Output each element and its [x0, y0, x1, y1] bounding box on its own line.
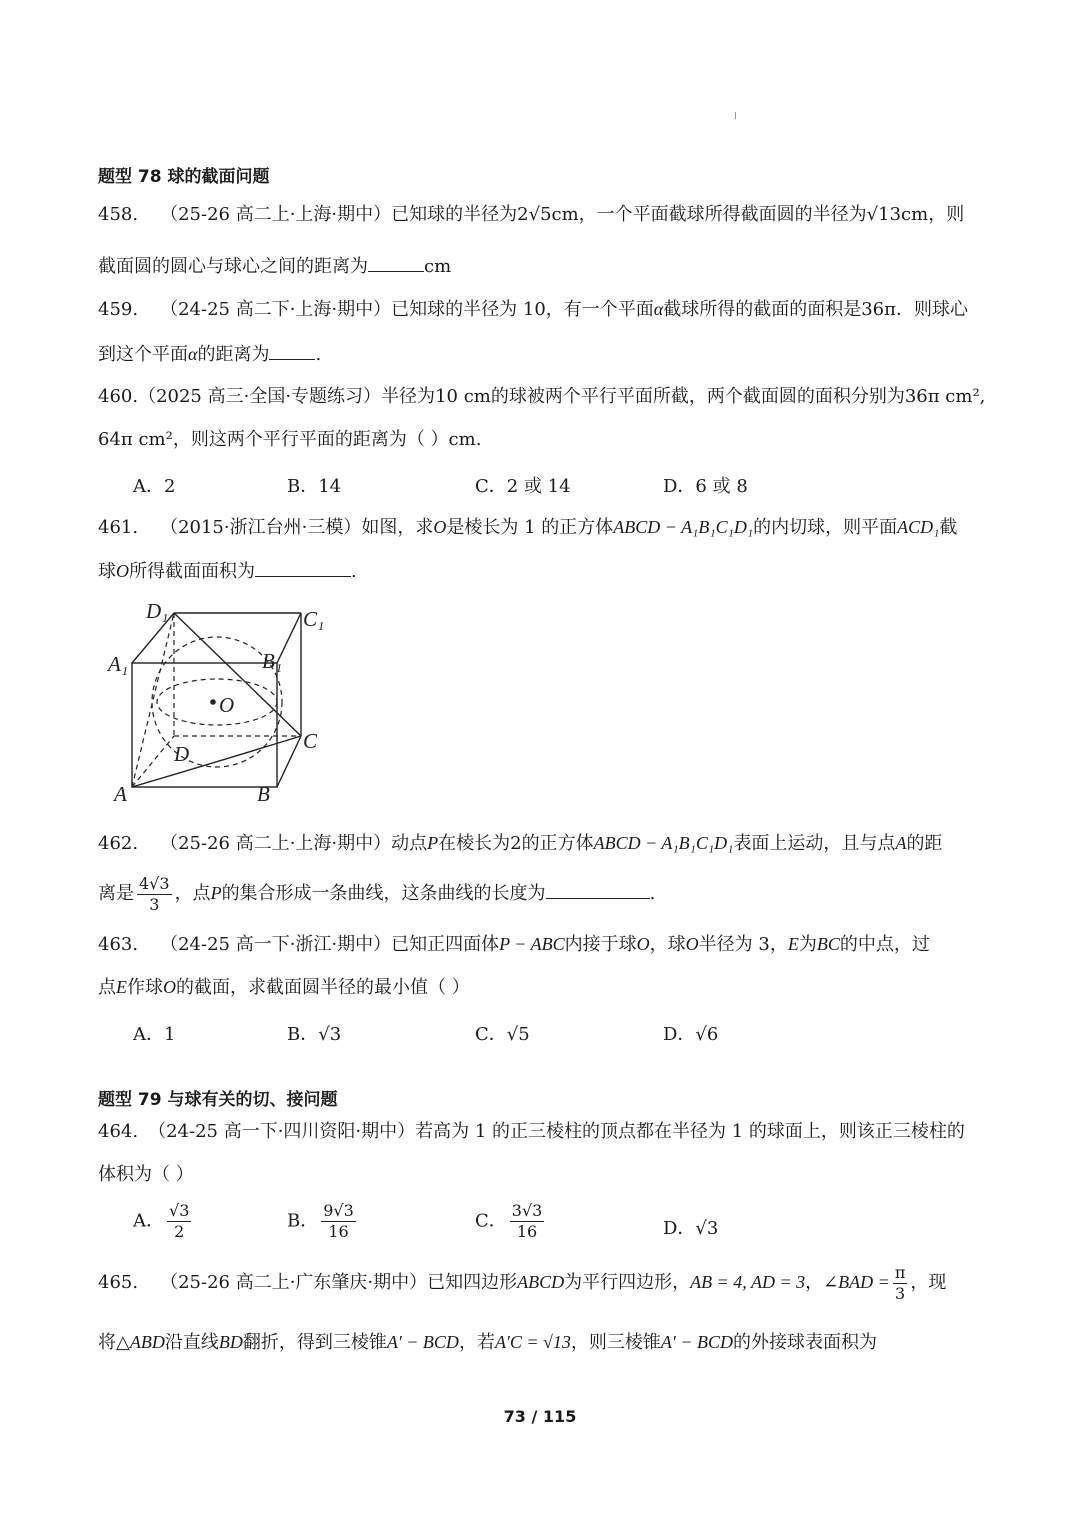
- question-465-line2: 将△ABD沿直线BD翻折，得到三棱锥A′ − BCD，若A′C = √13，则三棱锥A′ − BCD的外接球表面积为: [98, 1332, 877, 1353]
- question-459-line1: 459. （24-25 高二下·上海·期中）已知球的半径为 10，有一个平面α截球所得的截面的面积是36π．则球心: [98, 299, 968, 320]
- question-464-line2: 体积为（ ）: [98, 1164, 194, 1185]
- q460-option-a[interactable]: A．2: [133, 476, 176, 497]
- q460-option-b[interactable]: B．14: [287, 476, 342, 497]
- label-a: A: [114, 782, 127, 806]
- question-463-line2: 点E作球O的截面，求截面圆半径的最小值（ ）: [98, 977, 470, 998]
- q464-option-b[interactable]: B． $\frac{9√3}{16}$: [287, 1201, 354, 1241]
- answer-blank[interactable]: [546, 880, 650, 899]
- label-b1: B₁: [262, 649, 283, 673]
- label-b: B: [257, 782, 270, 806]
- page-number: 73 / 115: [503, 1407, 577, 1426]
- label-d1: D₁: [146, 599, 169, 623]
- label-a1: A₁: [108, 652, 129, 676]
- q464-option-c[interactable]: C． $\frac{3√3}{16}$: [475, 1201, 543, 1241]
- question-459-line2: 到这个平面α的距离为 .: [98, 341, 321, 367]
- label-c1: C₁: [303, 607, 325, 631]
- q463-option-c[interactable]: C．√5: [475, 1024, 530, 1045]
- cube-front-face: [132, 663, 277, 787]
- answer-blank[interactable]: [368, 253, 424, 272]
- label-c: C: [303, 729, 318, 753]
- q464-option-d[interactable]: D．√3: [663, 1218, 719, 1239]
- question-463-line1: 463. （24-25 高一下·浙江·期中）已知正四面体P − ABC内接于球O，球O半径为 3，E为BC的中点，过: [98, 934, 930, 955]
- q460-option-d[interactable]: D．6 或 8: [663, 476, 748, 497]
- question-458-line1: 458. （25-26 高二上·上海·期中）已知球的半径为2√5cm，一个平面截球所得截面圆的半径为√13cm，则: [98, 204, 965, 225]
- question-461-line1: 461. （2015·浙江台州·三模）如图，求O是棱长为 1 的正方体ABCD − A₁B₁C₁D₁的内切球，则平面ACD₁截: [98, 517, 958, 538]
- label-d: D: [174, 742, 190, 766]
- question-461-line2: 球O所得截面面积为 .: [98, 558, 357, 584]
- q463-option-b[interactable]: B．√3: [287, 1024, 342, 1045]
- q463-option-d[interactable]: D．√6: [663, 1024, 719, 1045]
- question-460-line2: 64π cm²，则这两个平行平面的距离为（ ）cm.: [98, 429, 482, 450]
- sphere-center-dot: [210, 699, 216, 705]
- section-title-79: 题型 79 与球有关的切、接问题: [98, 1090, 338, 1110]
- cube-sphere-figure: [100, 596, 340, 808]
- label-o: O: [219, 693, 235, 717]
- q460-option-c[interactable]: C．2 或 14: [475, 476, 571, 497]
- answer-blank[interactable]: [255, 558, 351, 577]
- question-462-line1: 462. （25-26 高二上·上海·期中）动点P在棱长为2的正方体ABCD − A₁B₁C₁D₁表面上运动，且与点A的距: [98, 833, 943, 854]
- fraction: $\frac{4√3}{3}$: [139, 873, 170, 914]
- section-title-78: 题型 78 球的截面问题: [98, 167, 270, 187]
- q463-option-a[interactable]: A．1: [133, 1024, 176, 1045]
- question-460-line1: 460.（2025 高三·全国·专题练习）半径为10 cm的球被两个平行平面所截，两个截面圆的面积分别为36π cm²,: [98, 386, 986, 407]
- question-464-line1: 464. （24-25 高一下·四川资阳·期中）若高为 1 的正三棱柱的顶点都在半径为 1 的球面上，则该正三棱柱的: [98, 1121, 965, 1142]
- question-465-line1: 465. （25-26 高二上·广东肇庆·期中）已知四边形ABCD为平行四边形，AB = 4, AD = 3，∠BAD = $\frac{\pi}{3}$ ，现: [98, 1262, 947, 1303]
- answer-blank[interactable]: [269, 341, 315, 360]
- question-462-line2: 离是 $\frac{4√3}{3}$ ，点P的集合形成一条曲线，这条曲线的长度为 .: [98, 873, 656, 914]
- q464-option-a[interactable]: A． $\frac{√3}{2}$: [133, 1201, 190, 1241]
- header-mark: [735, 112, 736, 119]
- question-458-line2: 截面圆的圆心与球心之间的距离为 cm: [98, 253, 451, 279]
